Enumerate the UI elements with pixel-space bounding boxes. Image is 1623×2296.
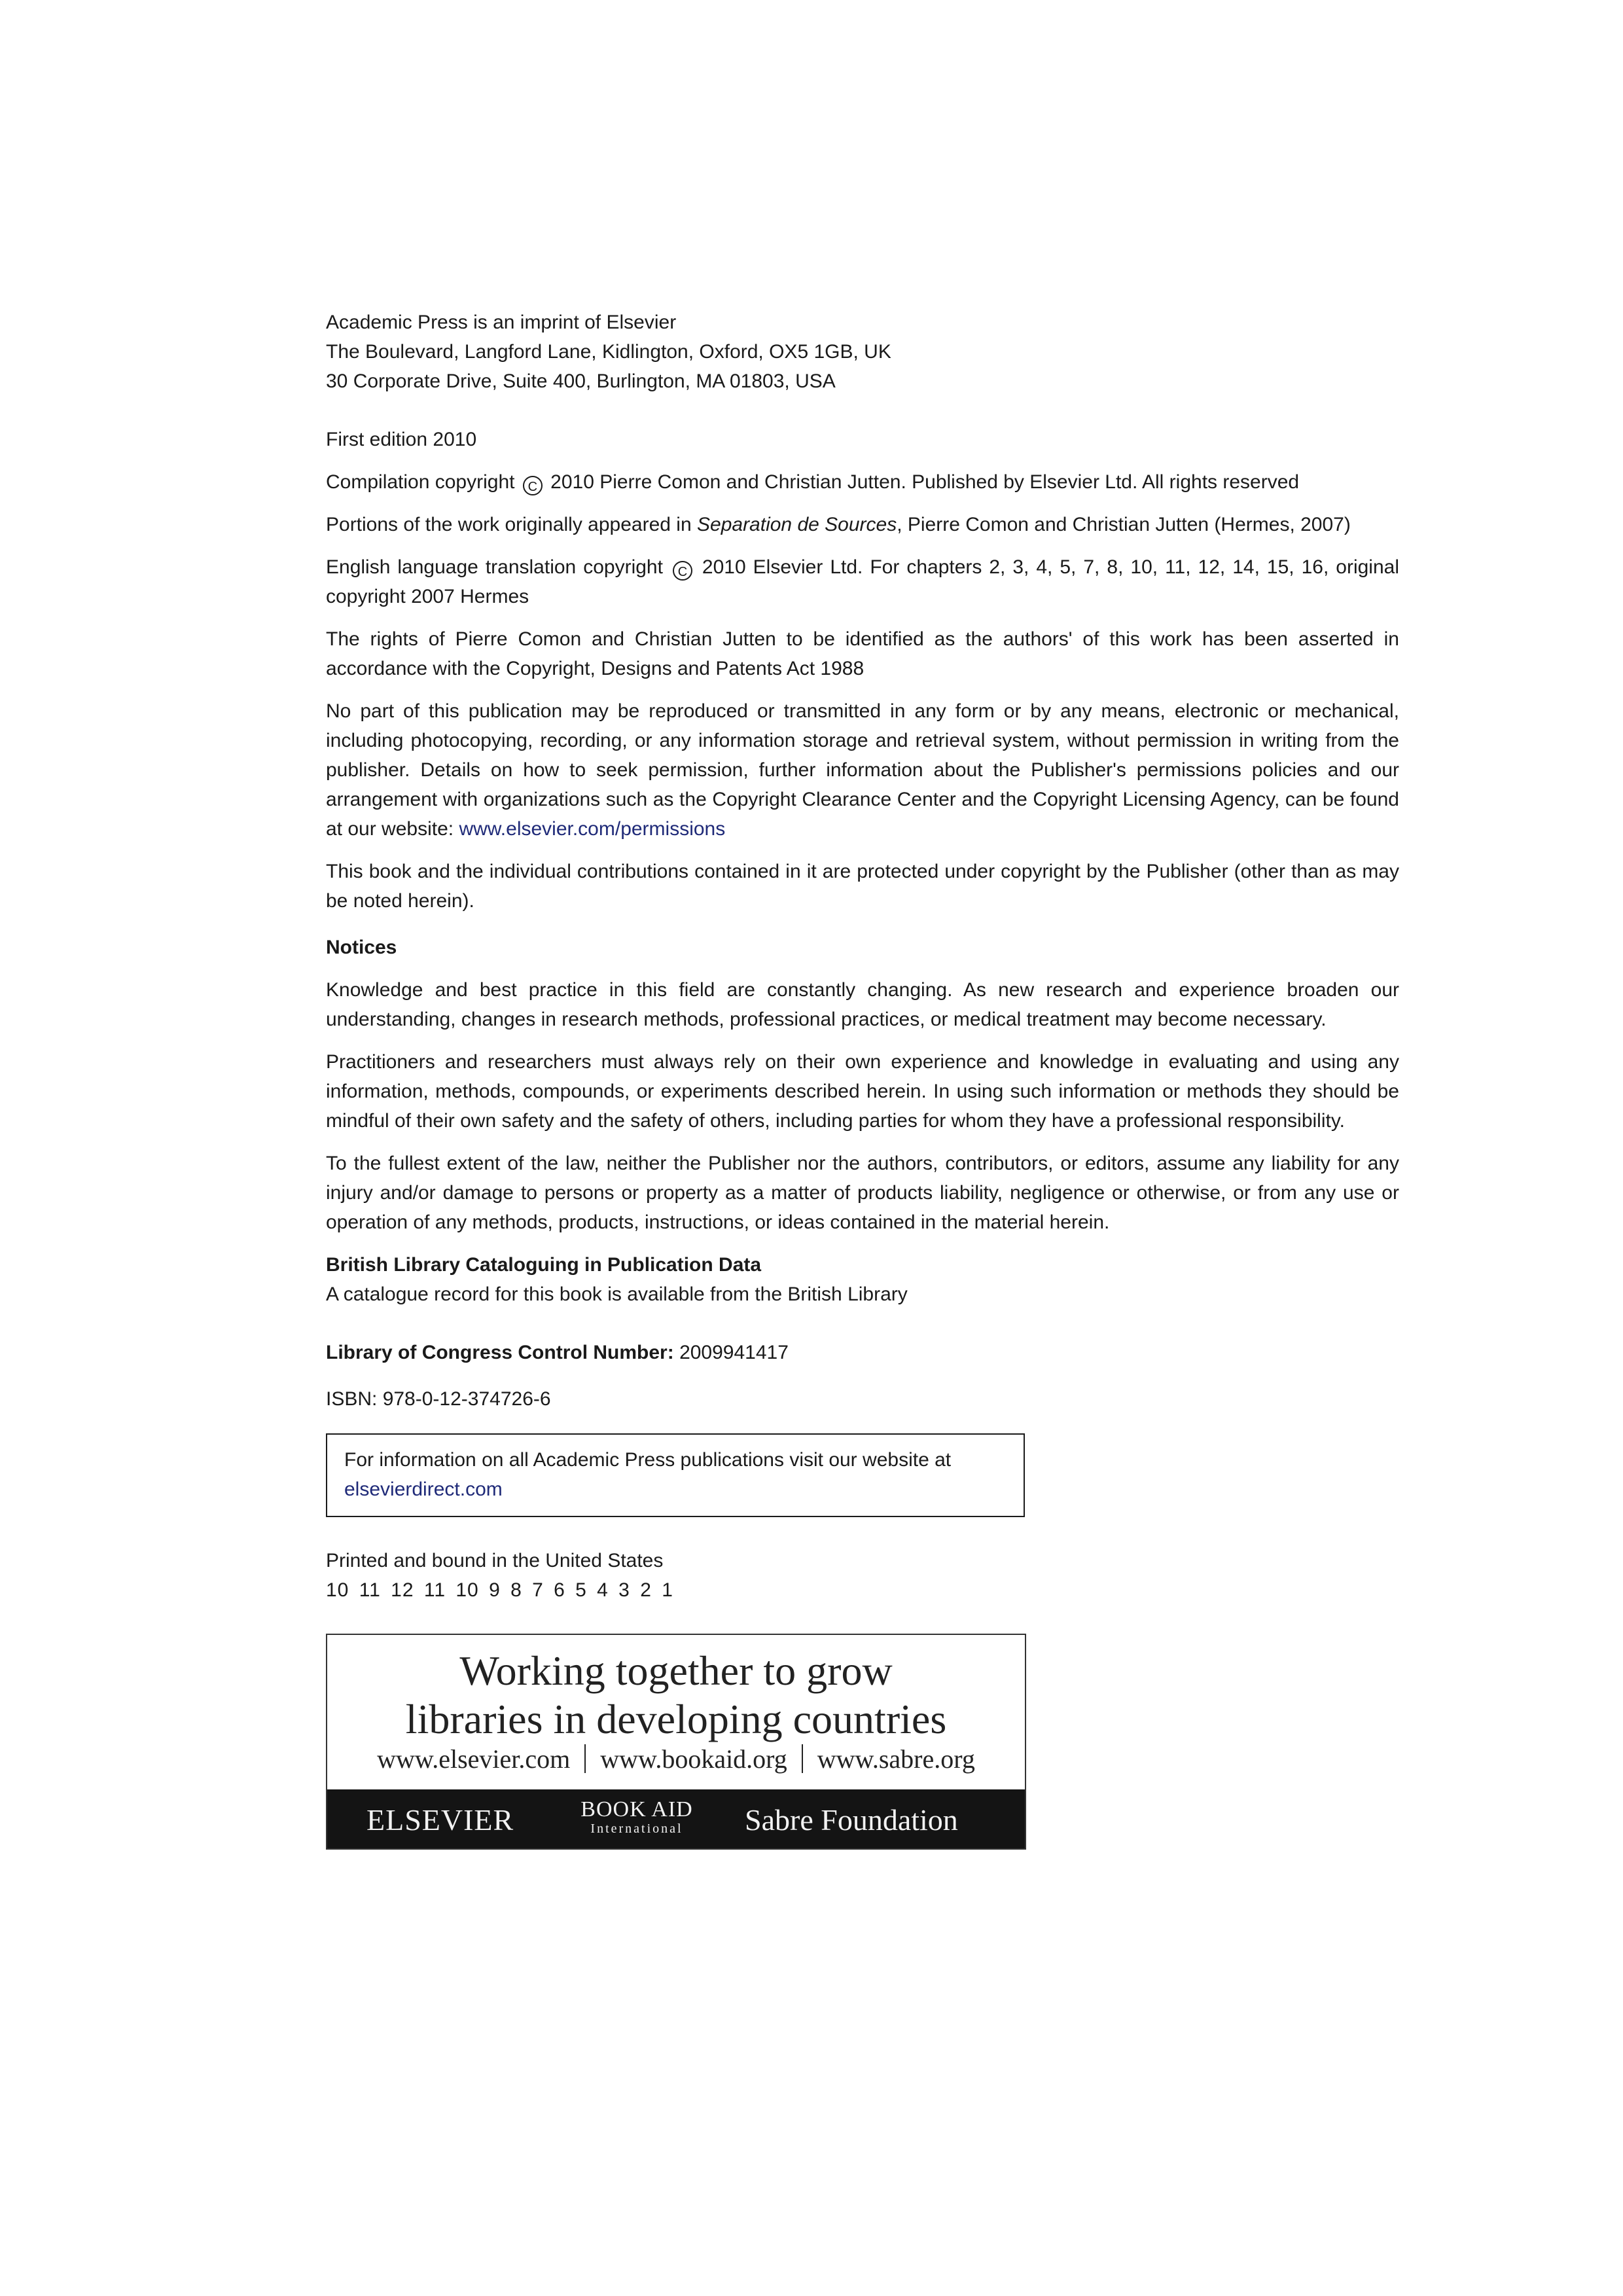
sabre-foundation-logo: Sabre Foundation [745, 1803, 958, 1837]
reproduction-text: No part of this publication may be reproduced or transmitted in any form or by any means, electronic or mechanical, including photocopying, recording, or any information storage and retrieval system, without permission in writing from the publisher. Details on how to seek permission, further information about the Publisher's permissions policies and our arrangement with organizations such as the Copyright Clearance Center and the Copyright Licensing Agency, can be found at our website: [326, 700, 1399, 840]
banner-link-elsevier[interactable]: www.elsevier.com [377, 1744, 571, 1774]
copyright-symbol-icon: C [673, 561, 692, 581]
banner-separator [584, 1744, 586, 1773]
portions-authors: , Pierre Comon and Christian Jutten (Hermes, 2007) [897, 514, 1351, 535]
banner-title-line: Working together to grow [459, 1647, 893, 1694]
portions-text: Portions of the work originally appeared in [326, 514, 692, 535]
notice-paragraph: Practitioners and researchers must always rely on their own experience and knowledge in evaluating and using any information, methods, compounds, or experiments described herein. In using such information or methods they should be mindful of their own safety and the safety of others, including parties for whom they have a professional responsibility. [326, 1051, 1399, 1132]
loc-number: 2009941417 [679, 1342, 789, 1363]
banner-title [327, 1647, 1025, 1744]
notice-paragraph: To the fullest extent of the law, neither the Publisher nor the authors, contributors, or editors, assume any liability for any injury and/or damage to persons or property as a matter of products liability, negligence or otherwise, or from any use or operation of any methods, products, instructions, or ideas contained in the material herein. [326, 1153, 1399, 1233]
british-library-data [326, 1250, 1399, 1309]
compilation-copyright-label: Compilation copyright [326, 471, 515, 493]
banner-link-bookaid[interactable]: www.bookaid.org [600, 1744, 787, 1774]
authors-rights: The rights of Pierre Comon and Christian Jutten to be identified as the authors' of this work has been asserted in accordance with the Copyright, Designs and Patents Act 1988 [326, 628, 1399, 679]
printing-info [326, 1546, 1399, 1605]
address-uk: The Boulevard, Langford Lane, Kidlington, Oxford, OX5 1GB, UK [326, 341, 891, 363]
isbn: ISBN: 978-0-12-374726-6 [326, 1388, 551, 1410]
imprint-line: Academic Press is an imprint of Elsevier [326, 312, 677, 333]
printed-line: Printed and bound in the United States [326, 1550, 664, 1571]
book-aid-banner [326, 1634, 1026, 1850]
book-aid-logo [575, 1799, 699, 1837]
banner-link-sabre[interactable]: www.sabre.org [817, 1744, 975, 1774]
publisher-address [326, 308, 1399, 396]
translation-copyright-label: English language translation copyright [326, 556, 663, 578]
copyright-content [326, 308, 1399, 1605]
publications-info-box [326, 1433, 1025, 1517]
portions-statement [326, 510, 1399, 539]
cataloguing-heading: British Library Cataloguing in Publication Data [326, 1254, 762, 1276]
cataloguing-text: A catalogue record for this book is available from the British Library [326, 1283, 908, 1305]
compilation-copyright [326, 467, 1399, 497]
reproduction-notice [326, 696, 1399, 844]
loc-control-number [326, 1338, 1399, 1367]
copyright-symbol-icon: C [523, 476, 543, 495]
protection-notice: This book and the individual contributions contained in it are protected under copyright by the Publisher (other than as may be noted herein). [326, 861, 1399, 912]
printing-numbers: 10 11 12 11 10 9 8 7 6 5 4 3 2 1 [326, 1579, 673, 1601]
book-aid-logo-bottom: International [590, 1821, 683, 1836]
loc-label: Library of Congress Control Number: [326, 1342, 674, 1363]
translation-copyright-text: 2010 Elsevier Ltd. For chapters 2, 3, 4, 5, 7, 8, 10, 11, 12, 14, 15, 16, original copyright 2007 Hermes [326, 556, 1399, 607]
book-aid-logo-top: BOOK AID [580, 1797, 693, 1821]
notices-heading: Notices [326, 937, 397, 958]
permissions-link[interactable]: www.elsevier.com/permissions [459, 818, 726, 840]
compilation-copyright-text: 2010 Pierre Comon and Christian Jutten. Published by Elsevier Ltd. All rights reserved [550, 471, 1300, 493]
banner-separator [802, 1744, 803, 1773]
edition-line: First edition 2010 [326, 429, 477, 450]
elsevierdirect-link[interactable]: elsevierdirect.com [344, 1479, 503, 1500]
banner-links [327, 1744, 1025, 1775]
banner-logo-strip [327, 1789, 1025, 1848]
info-box-line: For information on all Academic Press publications visit our [344, 1449, 857, 1471]
banner-title-line: libraries in developing countries [405, 1696, 947, 1742]
elsevier-logo: ELSEVIER [366, 1803, 514, 1837]
address-us: 30 Corporate Drive, Suite 400, Burlington, MA 01803, USA [326, 370, 836, 392]
original-title: Separation de Sources [697, 514, 897, 535]
translation-copyright [326, 552, 1399, 611]
info-box-website-label: website at [863, 1449, 952, 1471]
notice-paragraph: Knowledge and best practice in this field are constantly changing. As new research and experience broaden our understanding, changes in research methods, professional practices, or medical treatment may become necessary. [326, 979, 1399, 1030]
